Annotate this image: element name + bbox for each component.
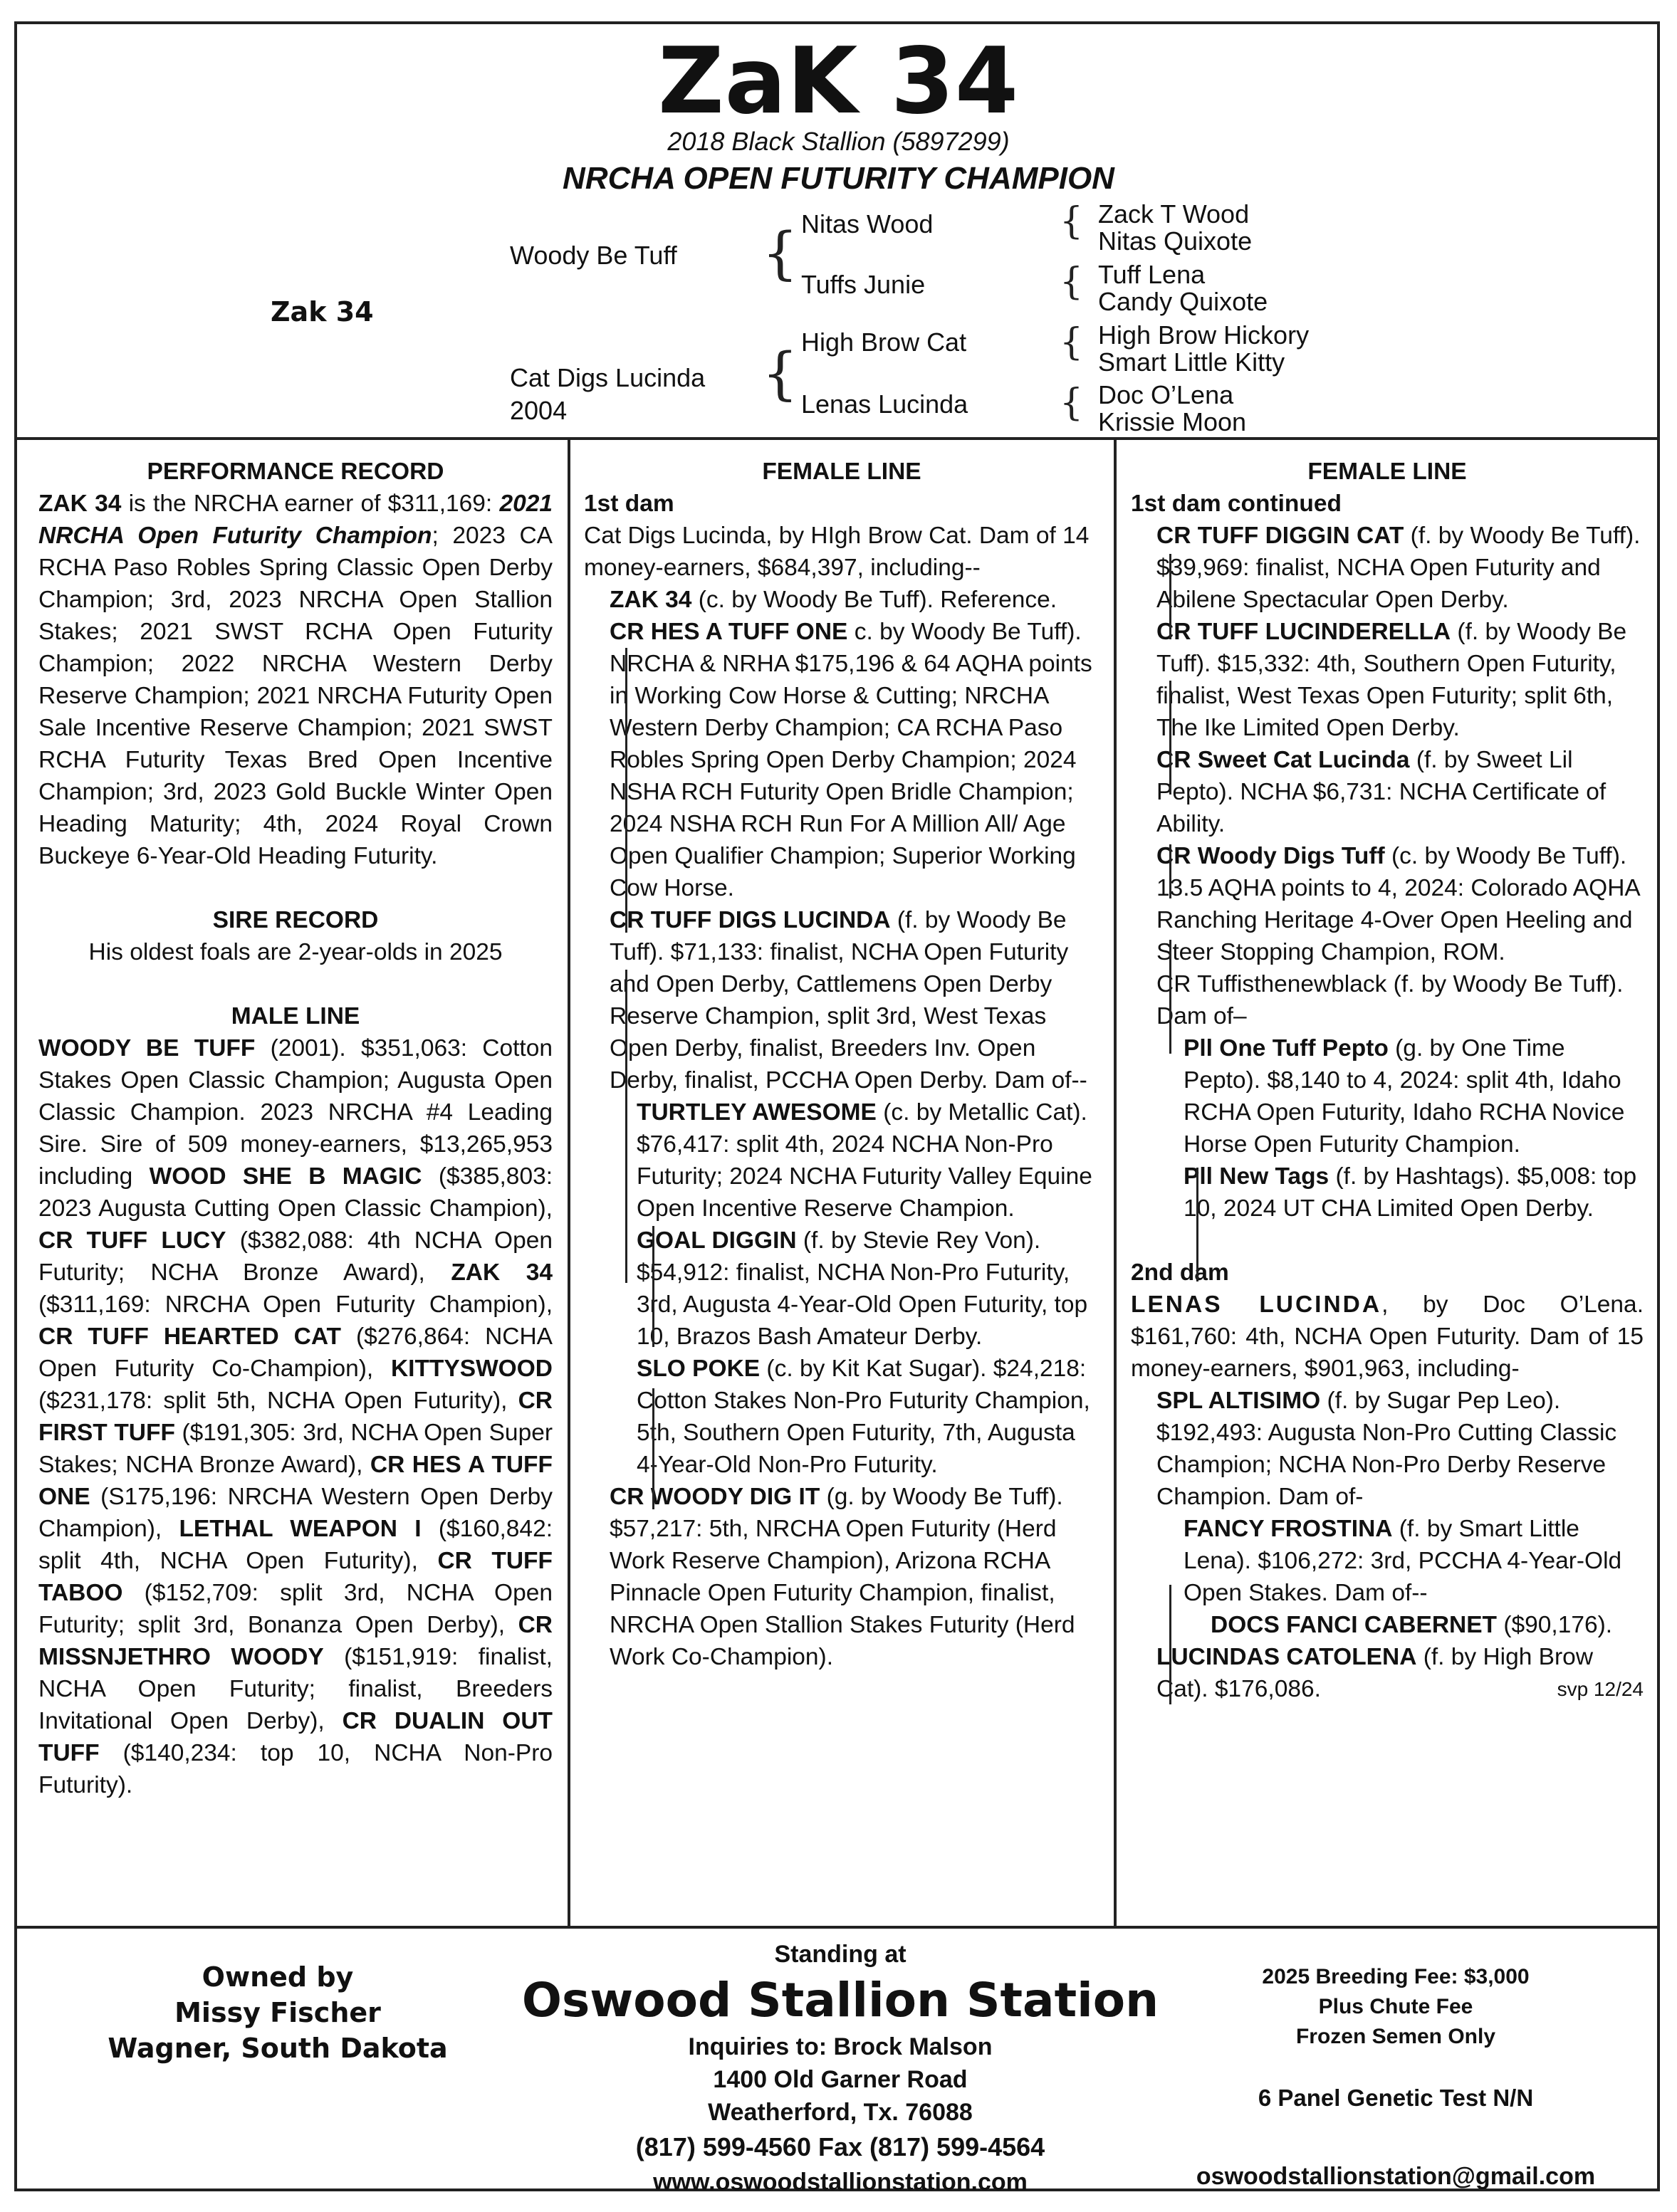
pedigree-g7: Doc O’Lena	[1098, 380, 1234, 409]
indent-bar	[1169, 940, 1171, 1054]
breeding-fee: 2025 Breeding Fee: $3,000	[1262, 1965, 1530, 1988]
first-dam-text: Cat Digs Lucinda, by HIgh Brow Cat. Dam of 14 money-earners, $684,397, including--	[584, 523, 1090, 581]
pedigree-sire: Woody Be Tuff	[510, 241, 677, 270]
pedigree-dam-year: 2004	[510, 396, 568, 425]
sire-record-text: His oldest foals are 2-year-olds in 2025	[88, 939, 503, 965]
owner-block	[85, 1959, 470, 2066]
frozen-semen: Frozen Semen Only	[1295, 2025, 1496, 2048]
pedigree-g2: Nitas Quixote	[1098, 226, 1253, 256]
offspring-entry: LUCINDAS CATOLENA (f. by High Brow Cat). $176,086. svp 12/24	[1131, 1641, 1644, 1705]
brace-sire: {	[762, 220, 798, 286]
indent-bar	[1169, 554, 1171, 639]
pedigree-sire-dam: Tuffs Junie	[801, 270, 926, 299]
offspring-entry: CR Sweet Cat Lucinda (f. by Sweet Lil Pepto). NCHA $6,731: NCHA Certificate of Ability.	[1156, 747, 1607, 837]
brace-g4: {	[1060, 382, 1084, 424]
brace-g1: {	[1060, 200, 1084, 243]
offspring-entry: TURTLEY AWESOME (c. by Metallic Cat). $76,417: split 4th, 2024 NCHA Non-Pro Futurity; 2024 NCHA Futurity Valley Equine Open Incentive Reserve Champion.	[637, 1099, 1092, 1222]
offspring-entry: CR TUFF DIGGIN CAT (f. by Woody Be Tuff). $39,969: finalist, NCHA Open Futurity and Abilene Spectacular Open Derby.	[1156, 523, 1641, 613]
pedigree-g4: Candy Quixote	[1098, 287, 1268, 316]
female-line-heading: FEMALE LINE	[1307, 458, 1467, 485]
offspring-entry: Pll New Tags (f. by Hashtags). $5,008: top 10, 2024 UT CHA Limited Open Derby.	[1184, 1163, 1637, 1222]
indent-bar	[1169, 1585, 1171, 1704]
pedigree-dam: Cat Digs Lucinda	[510, 363, 706, 392]
offspring-entry: SPL ALTISIMO (f. by Sugar Pep Leo). $192,493: Augusta Non-Pro Cutting Classic Champion; NCHA Non-Pro Derby Reserve Champion. Dam of-	[1156, 1388, 1617, 1510]
station-name: Oswood Stallion Station	[521, 1973, 1159, 2028]
stallion-station-block	[498, 1938, 1182, 2198]
inquiries-contact: Inquiries to: Brock Malson	[688, 2033, 993, 2060]
performance-heading: PERFORMANCE RECORD	[147, 458, 444, 485]
female-line-heading: FEMALE LINE	[762, 458, 921, 485]
second-dam-text: LENAS LUCINDA, by Doc O’Lena. $161,760: 4th, NCHA Open Futurity. Dam of 15 money-earners, $901,963, including-	[1131, 1291, 1644, 1382]
offspring-entry: FANCY FROSTINA (f. by Smart Little Lena). $106,272: 3rd, PCCHA 4-Year-Old Open Stakes. Dam of--	[1184, 1516, 1622, 1606]
brace-g2: {	[1060, 261, 1084, 303]
header-divider	[14, 437, 1660, 440]
male-line-heading: MALE LINE	[231, 1003, 360, 1029]
first-dam-label: 1st dam	[584, 491, 674, 517]
column-divider-1	[568, 437, 570, 1927]
offspring-entry: CR Woody Digs Tuff (c. by Woody Be Tuff). 13.5 AQHA points to 4, 2024: Colorado AQHA Ranching Heritage 4-Over Open Heeling and Steer Stopping Champion, ROM.	[1156, 843, 1639, 965]
performance-text: ZAK 34 is the NRCHA earner of $311,169: 2021 NRCHA Open Futurity Champion; 2023 CA RCHA Paso Robles Spring Classic Open Derby Champion; 3rd, 2023 NRCHA Open Stallion Stakes; 2021 SWST RCHA Open Futurity Champion; 2022 NRCHA Western Derby Reserve Champion; 2021 NRCHA Futurity Open Sale Incentive Reserve Champion; 2021 SWST RCHA Futurity Texas Bred Open Incentive Champion; 3rd, 2023 Gold Buckle Winter Open Heading Maturity; 4th, 2024 Royal Crown Buckeye 6-Year-Old Heading Futurity.	[38, 491, 553, 869]
address-line-2: Weatherford, Tx. 76088	[708, 2099, 973, 2126]
standing-at-label: Standing at	[774, 1941, 907, 1968]
sire-record-heading: SIRE RECORD	[212, 907, 379, 933]
pedigree-dam-dam: Lenas Lucinda	[801, 389, 968, 419]
second-dam-label: 2nd dam	[1131, 1259, 1229, 1286]
owner-name: Missy Fischer	[174, 1997, 381, 2028]
pedigree-sire-sire: Nitas Wood	[801, 209, 934, 239]
horse-description: 2018 Black Stallion (5897299)	[667, 127, 1010, 156]
column-performance	[38, 456, 553, 1801]
indent-bar	[625, 970, 627, 1283]
offspring-entry: CR HES A TUFF ONE c. by Woody Be Tuff). NRCHA & NRHA $175,196 & 64 AQHA points in Working Cow Horse & Cutting; NRCHA Western Derby Champion; CA RCHA Paso Robles Spring Open Derby Champion; 2024 NSHA RCH Futurity Open Bridle Champion; 2024 NSHA RCH Run For A Million All/ Age Open Qualifier Champion; Superior Working Cow Horse.	[610, 619, 1092, 901]
website-link[interactable]: www.oswoodstallionstation.com	[653, 2169, 1028, 2196]
indent-bar	[652, 1388, 654, 1509]
pedigree-g6: Smart Little Kitty	[1098, 347, 1285, 377]
genetic-test: 6 Panel Genetic Test N/N	[1258, 2085, 1534, 2111]
phone-fax: (817) 599-4560 Fax (817) 599-4564	[635, 2132, 1045, 2161]
indent-bar	[1196, 1168, 1198, 1281]
indent-bar	[652, 1226, 654, 1347]
offspring-entry: GOAL DIGGIN (f. by Stevie Rey Von). $54,912: finalist, NCHA Non-Pro Futurity, 3rd, Augusta 4-Year-Old Open Futurity, top 10, Brazos Bash Amateur Derby.	[637, 1227, 1088, 1350]
indent-bar	[1169, 844, 1171, 898]
svp-date: svp 12/24	[1557, 1678, 1644, 1700]
email-link[interactable]: oswoodstallionstation@gmail.com	[1196, 2163, 1596, 2190]
footer-divider	[14, 1926, 1660, 1929]
offspring-entry: SLO POKE (c. by Kit Kat Sugar). $24,218: Cotton Stakes Non-Pro Futurity Champion, 5th, Southern Open Futurity, 7th, Augusta 4-Year-Old Non-Pro Futurity.	[637, 1356, 1090, 1478]
brace-dam: {	[762, 340, 798, 407]
owned-by-label: Owned by	[202, 1961, 354, 1993]
column-divider-2	[1114, 437, 1117, 1927]
pedigree-g3: Tuff Lena	[1098, 260, 1206, 289]
offspring-entry: CR WOODY DIG IT (g. by Woody Be Tuff). $57,217: 5th, NRCHA Open Futurity (Herd Work Reserve Champion), Arizona RCHA Pinnacle Open Futurity Champion, finalist, NRCHA Open Stallion Stakes Futurity (Herd Work Co-Champion).	[610, 1484, 1075, 1670]
column-female-line-2	[1131, 456, 1644, 1705]
page-title: ZaK 34	[657, 28, 1020, 135]
male-line-text: WOODY BE TUFF (2001). $351,063: Cotton Stakes Open Classic Champion; Augusta Open Classic Champion. 2023 NRCHA #4 Leading Sire. Sire of 509 money-earners, $13,265,953 including WOOD SHE B MAGIC ($385,803: 2023 Augusta Cutting Open Classic Champion), CR TUFF LUCY ($382,088: 4th NCHA Open Futurity; NCHA Bronze Award), ZAK 34 ($311,169: NRCHA Open Futurity Champion), CR TUFF HEARTED CAT ($276,864: NCHA Open Futurity Co-Champion), KITTYSWOOD ($231,178: split 5th, NCHA Open Futurity), CR FIRST TUFF ($191,305: 3rd, NCHA Open Super Stakes; NCHA Bronze Award), CR HES A TUFF ONE (S175,196: NRCHA Western Open Derby Champion), LETHAL WEAPON I ($160,842: split 4th, NCHA Open Futurity), CR TUFF TABOO ($152,709: split 3rd, NCHA Open Futurity; split 3rd, Bonanza Open Derby), CR MISSNJETHRO WOODY ($151,919: finalist, NCHA Open Futurity; finalist, Breeders Invitational Open Derby), CR DUALIN OUT TUFF ($140,234: top 10, NCHA Non-Pro Futurity).	[38, 1035, 553, 1798]
pedigree-g1: Zack T Wood	[1098, 199, 1250, 229]
brace-g3: {	[1060, 321, 1084, 364]
chute-fee: Plus Chute Fee	[1318, 1995, 1473, 2018]
offspring-entry: DOCS FANCI CABERNET ($90,176).	[1211, 1612, 1613, 1638]
owner-location: Wagner, South Dakota	[108, 2033, 448, 2064]
indent-bar	[625, 648, 627, 933]
first-dam-continued-label: 1st dam continued	[1131, 491, 1342, 517]
fee-block	[1154, 1962, 1638, 2191]
pedigree-dam-sire: High Brow Cat	[801, 327, 967, 357]
offspring-entry: CR TUFF DIGS LUCINDA (f. by Woody Be Tuff). $71,133: finalist, NCHA Open Futurity and Open Derby, Cattlemens Open Derby Reserve Champion, split 3rd, West Texas Open Derby, finalist, Breeders Inv. Open Derby, finalist, PCCHA Open Derby. Dam of--	[610, 907, 1087, 1094]
indent-bar	[1169, 681, 1171, 795]
column-female-line-1	[584, 456, 1099, 1673]
headline: NRCHA OPEN FUTURITY CHAMPION	[563, 161, 1114, 196]
pedigree-subject: Zak 34	[271, 296, 374, 327]
pedigree-g8: Krissie Moon	[1098, 407, 1247, 436]
offspring-entry: Pll One Tuff Pepto (g. by One Time Pepto). $8,140 to 4, 2024: split 4th, Idaho RCHA Open Futurity, Idaho RCHA Novice Horse Open Futurity Champion.	[1184, 1035, 1625, 1158]
offspring-entry: ZAK 34 (c. by Woody Be Tuff). Reference.	[610, 587, 1057, 613]
offspring-entry: CR Tuffisthenewblack (f. by Woody Be Tuff). Dam of–	[1156, 971, 1624, 1029]
offspring-entry: CR TUFF LUCINDERELLA (f. by Woody Be Tuff). $15,332: 4th, Southern Open Futurity, finalist, West Texas Open Futurity; split 6th, The Ike Limited Open Derby.	[1156, 619, 1627, 741]
address-line-1: 1400 Old Garner Road	[713, 2066, 968, 2093]
pedigree-g5: High Brow Hickory	[1098, 320, 1310, 350]
